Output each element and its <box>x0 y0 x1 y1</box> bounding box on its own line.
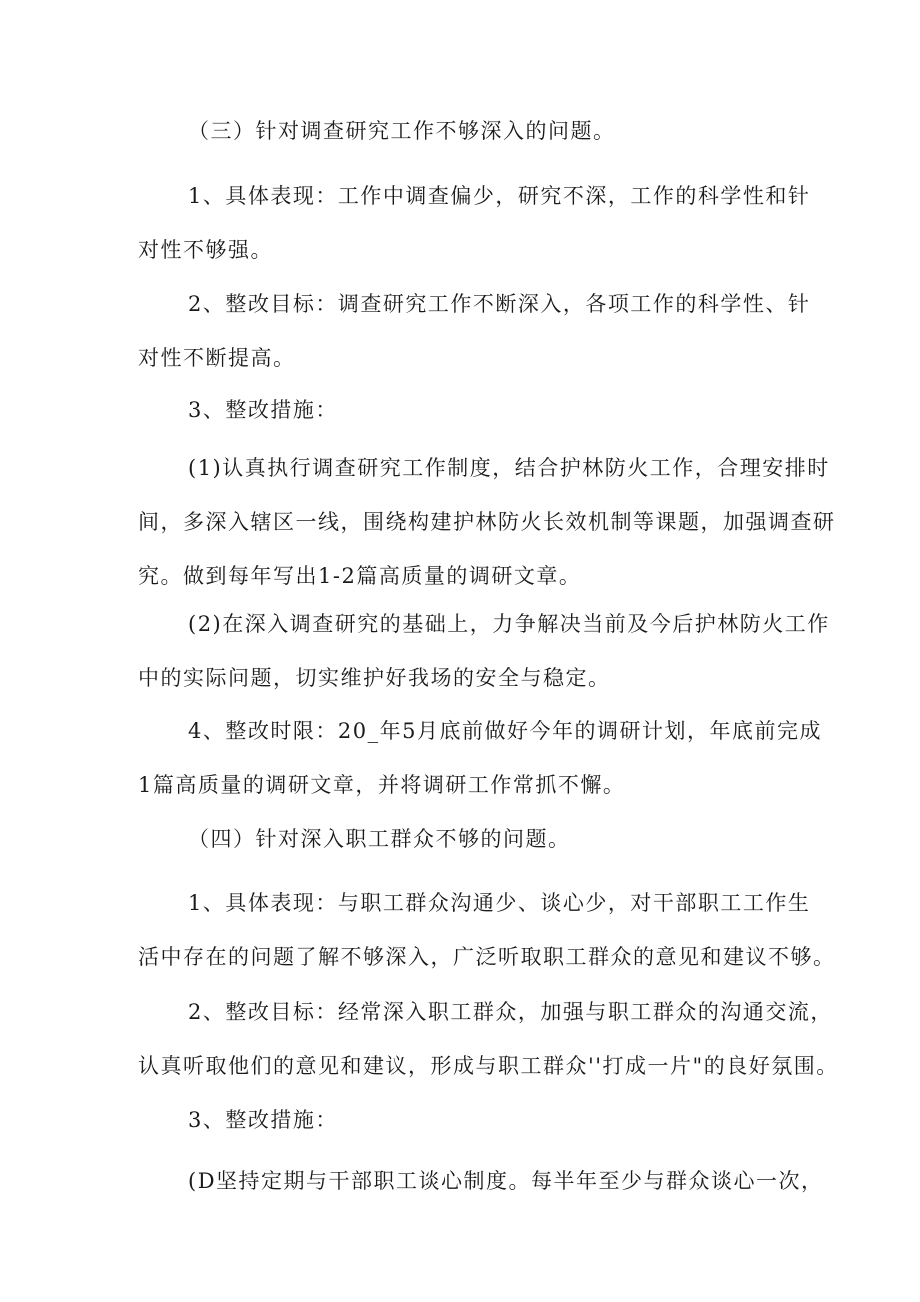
text-line: 究。做到每年写出1-2篇高质量的调研文章。 <box>138 564 582 588</box>
text-line: 1、具体表现：与职工群众沟通少、谈心少，对干部职工工作生 <box>188 891 811 915</box>
text-line: 2、整改目标：调查研究工作不断深入，各项工作的科学性、针 <box>188 292 811 316</box>
text-line: 对性不够强。 <box>138 238 273 262</box>
paragraph-performance-2 <box>138 876 836 984</box>
text-line: 3、整改措施： <box>188 1108 338 1132</box>
text-line: （三）针对调查研究工作不够深入的问题。 <box>188 119 616 143</box>
text-line: 1篇高质量的调研文章，并将调研工作常抓不懈。 <box>138 773 626 797</box>
section-heading-3 <box>138 104 800 158</box>
text-line: 1、具体表现：工作中调查偏少，研究不深，工作的科学性和针 <box>188 184 811 208</box>
paragraph-measure-2-1 <box>138 1154 824 1208</box>
text-line: 活中存在的问题了解不够深入，广泛听取职工群众的意见和建议不够。 <box>138 945 836 969</box>
paragraph-measures-heading-1 <box>138 383 800 437</box>
text-line: （四）针对深入职工群众不够的问题。 <box>188 827 571 851</box>
paragraph-measures-heading-2 <box>138 1093 800 1147</box>
paragraph-performance-1 <box>138 169 811 277</box>
paragraph-deadline-1 <box>138 704 822 812</box>
text-line: 中的实际问题，切实维护好我场的安全与稳定。 <box>138 666 611 690</box>
text-line: (2)在深入调查研究的基础上，力争解决当前及今后护林防火工作 <box>188 612 830 636</box>
text-line: (1)认真执行调查研究工作制度，结合护林防火工作，合理安排时 <box>188 456 830 480</box>
paragraph-goal-1 <box>138 277 811 385</box>
text-line: 2、整改目标：经常深入职工群众，加强与职工群众的沟通交流， <box>188 1000 833 1024</box>
paragraph-measure-1-2 <box>138 597 830 705</box>
section-heading-4 <box>138 812 800 866</box>
text-line: 对性不断提高。 <box>138 346 296 370</box>
text-line: 间，多深入辖区一线，围绕构建护林防火长效机制等课题，加强调查研 <box>138 510 836 534</box>
text-line: 认真听取他们的意见和建议，形成与职工群众''打成一片"的良好氛围。 <box>138 1054 839 1078</box>
text-line: 3、整改措施： <box>188 398 338 422</box>
paragraph-goal-2 <box>138 985 839 1093</box>
paragraph-measure-1-1 <box>138 441 836 603</box>
text-line: (D坚持定期与干部职工谈心制度。每半年至少与群众谈心一次， <box>188 1169 824 1193</box>
text-line: 4、整改时限：20_年5月底前做好今年的调研计划，年底前完成 <box>188 719 822 743</box>
